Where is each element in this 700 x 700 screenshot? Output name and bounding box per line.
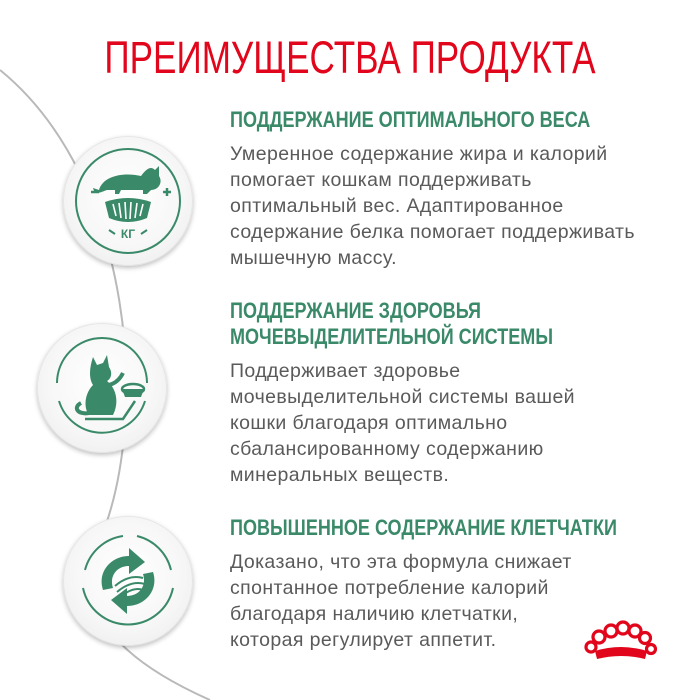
cat-drinking-bowl-icon	[37, 323, 167, 453]
body-line: оптимальный вес. Адаптированное	[230, 195, 564, 217]
icon-kg-label: КГ	[120, 227, 136, 241]
body-line: Умеренное содержание жира и калорий	[230, 143, 608, 165]
heading-line: ПОВЫШЕННОЕ СОДЕРЖАНИЕ КЛЕТЧАТКИ	[230, 515, 617, 540]
heading-line: ПОДДЕРЖАНИЕ ЗДОРОВЬЯ	[230, 298, 481, 323]
body-line: мочевыделительной системы вашей	[230, 386, 575, 408]
benefit-heading	[230, 298, 673, 350]
weight-benefit-medallion	[63, 136, 193, 266]
heading-line: МОЧЕВЫДЕЛИТЕЛЬНОЙ СИСТЕМЫ	[230, 324, 554, 349]
benefit-description	[230, 141, 670, 271]
benefit-heading	[230, 107, 673, 133]
body-line: Поддерживает здоровье	[230, 360, 461, 382]
body-line: спонтанное потребление калорий	[230, 577, 549, 599]
heading-line: ПОДДЕРЖАНИЕ ОПТИМАЛЬНОГО ВЕСА	[230, 107, 591, 132]
body-line: благодаря наличию клетчатки,	[230, 603, 519, 625]
urinary-benefit-medallion	[37, 323, 167, 453]
page-title: ПРЕИМУЩЕСТВА ПРОДУКТА	[104, 32, 596, 83]
body-line: сбалансированному содержанию	[230, 438, 544, 460]
benefit-heading	[230, 515, 673, 541]
benefit-urinary	[230, 298, 670, 488]
body-line: содержание белка помогает поддерживать	[230, 221, 635, 243]
cat-weight-scale-icon	[63, 136, 193, 266]
body-line: минеральных веществ.	[230, 464, 450, 486]
fiber-recycle-icon	[63, 516, 193, 646]
body-line: кошки благодаря оптимально	[230, 412, 508, 434]
body-line: мышечную массу.	[230, 247, 397, 269]
body-line: Доказано, что эта формула снижает	[230, 551, 572, 573]
body-line: которая регулирует аппетит.	[230, 629, 497, 651]
benefit-weight	[230, 107, 670, 271]
body-line: помогает кошкам поддерживать	[230, 169, 532, 191]
benefit-description	[230, 358, 670, 488]
fiber-benefit-medallion	[63, 516, 193, 646]
royal-crown-logo	[583, 617, 657, 663]
